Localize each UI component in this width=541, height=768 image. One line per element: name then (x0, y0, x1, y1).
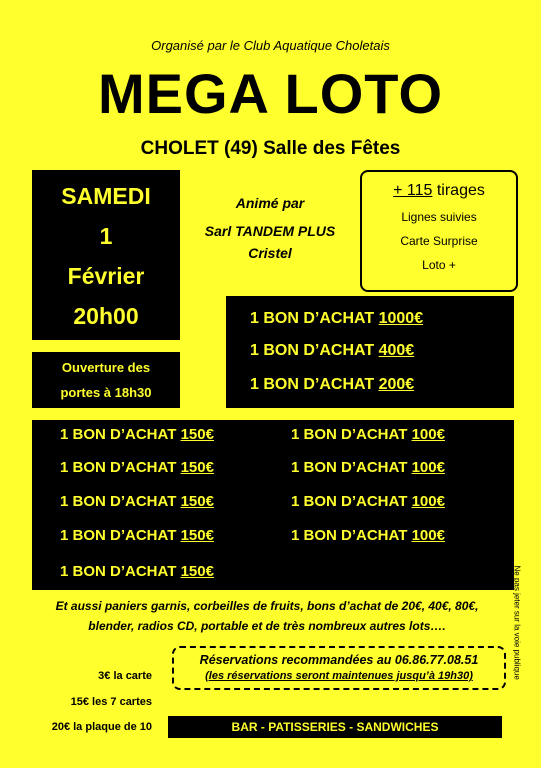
date-time: 20h00 (73, 303, 139, 329)
prize-label: 1 BON D’ACHAT (60, 493, 181, 510)
price-plate-of-ten: 20€ la plaque de 10 (51, 721, 152, 733)
prize-150-1 (60, 426, 214, 443)
draws-line-3: Loto + (422, 258, 456, 272)
prize-150-3 (60, 493, 214, 510)
prize-100-3 (291, 493, 445, 510)
top-prize-amount: 200€ (378, 376, 415, 393)
date-day: SAMEDI (61, 183, 151, 209)
prize-amount: 150€ (180, 493, 214, 510)
draws-box (360, 170, 518, 292)
prize-amount: 150€ (180, 527, 214, 544)
top-prize-label: 1 BON D’ACHAT (250, 376, 379, 393)
prize-amount: 150€ (180, 426, 214, 443)
prize-grid (32, 420, 514, 590)
date-month: Février (67, 263, 145, 289)
prize-150-2 (60, 459, 214, 476)
top-prize-2 (250, 342, 414, 360)
prize-label: 1 BON D’ACHAT (60, 563, 181, 580)
top-prizes-box (226, 296, 514, 408)
prize-label: 1 BON D’ACHAT (60, 459, 181, 476)
reservation-line-1: Réservations recommandées au 06.86.77.08.51 (199, 653, 479, 667)
poster-title: MEGA LOTO (98, 62, 443, 125)
animation-line-2: Sarl TANDEM PLUS (204, 223, 336, 239)
animation-line-1: Animé par (235, 195, 305, 211)
draws-main (362, 182, 516, 200)
side-note-text: Ne pas jeter sur la voie publique (512, 565, 522, 680)
draws-label: tirages (432, 182, 485, 199)
top-prize-1 (250, 310, 423, 328)
price-single-card: 3€ la carte (98, 670, 152, 682)
prize-amount: 100€ (411, 459, 445, 476)
top-prize-amount: 1000€ (378, 310, 424, 327)
prize-100-1 (291, 426, 445, 443)
prize-amount: 150€ (180, 459, 214, 476)
top-prize-amount: 400€ (378, 342, 415, 359)
top-prize-3 (250, 376, 414, 394)
date-box (32, 170, 180, 340)
prize-amount: 150€ (180, 563, 214, 580)
prize-150-4 (60, 527, 214, 544)
animation-block (185, 192, 355, 264)
reservation-box (172, 646, 506, 690)
top-prize-label: 1 BON D’ACHAT (250, 310, 379, 327)
opening-line-1: Ouverture des (61, 360, 151, 375)
price-seven-cards: 15€ les 7 cartes (70, 696, 152, 708)
prize-label: 1 BON D’ACHAT (291, 493, 412, 510)
prize-label: 1 BON D’ACHAT (291, 459, 412, 476)
draws-line-1: Lignes suivies (401, 210, 477, 224)
prize-amount: 100€ (411, 527, 445, 544)
bar-strip: BAR - PATISSERIES - SANDWICHES (168, 716, 502, 738)
prize-label: 1 BON D’ACHAT (291, 426, 412, 443)
prize-label: 1 BON D’ACHAT (60, 426, 181, 443)
prize-100-2 (291, 459, 445, 476)
draws-line-2: Carte Surprise (400, 234, 478, 248)
prize-label: 1 BON D’ACHAT (60, 527, 181, 544)
prize-amount: 100€ (411, 426, 445, 443)
extra-prizes-text: Et aussi paniers garnis, corbeilles de fruits, bons d’achat de 20€, 40€, 80€, blender, radios CD, portable et de très nombreux autres lots…. (55, 599, 479, 633)
opening-line-2: portes à 18h30 (60, 385, 152, 400)
opening-box (32, 352, 180, 408)
prize-100-4 (291, 527, 445, 544)
prize-150-5 (60, 563, 214, 580)
event-location: CHOLET (49) Salle des Fêtes (140, 138, 401, 159)
reservation-line-2: (les réservations seront maintenues jusqu’à 19h30) (205, 670, 473, 682)
date-number: 1 (99, 223, 113, 249)
side-note (506, 565, 526, 700)
organizer-line: Organisé par le Club Aquatique Choletais (151, 38, 390, 53)
animation-line-3: Cristel (248, 245, 292, 261)
prize-amount: 100€ (411, 493, 445, 510)
top-prize-label: 1 BON D’ACHAT (250, 342, 379, 359)
draws-count: + 115 (393, 182, 433, 199)
prize-label: 1 BON D’ACHAT (291, 527, 412, 544)
